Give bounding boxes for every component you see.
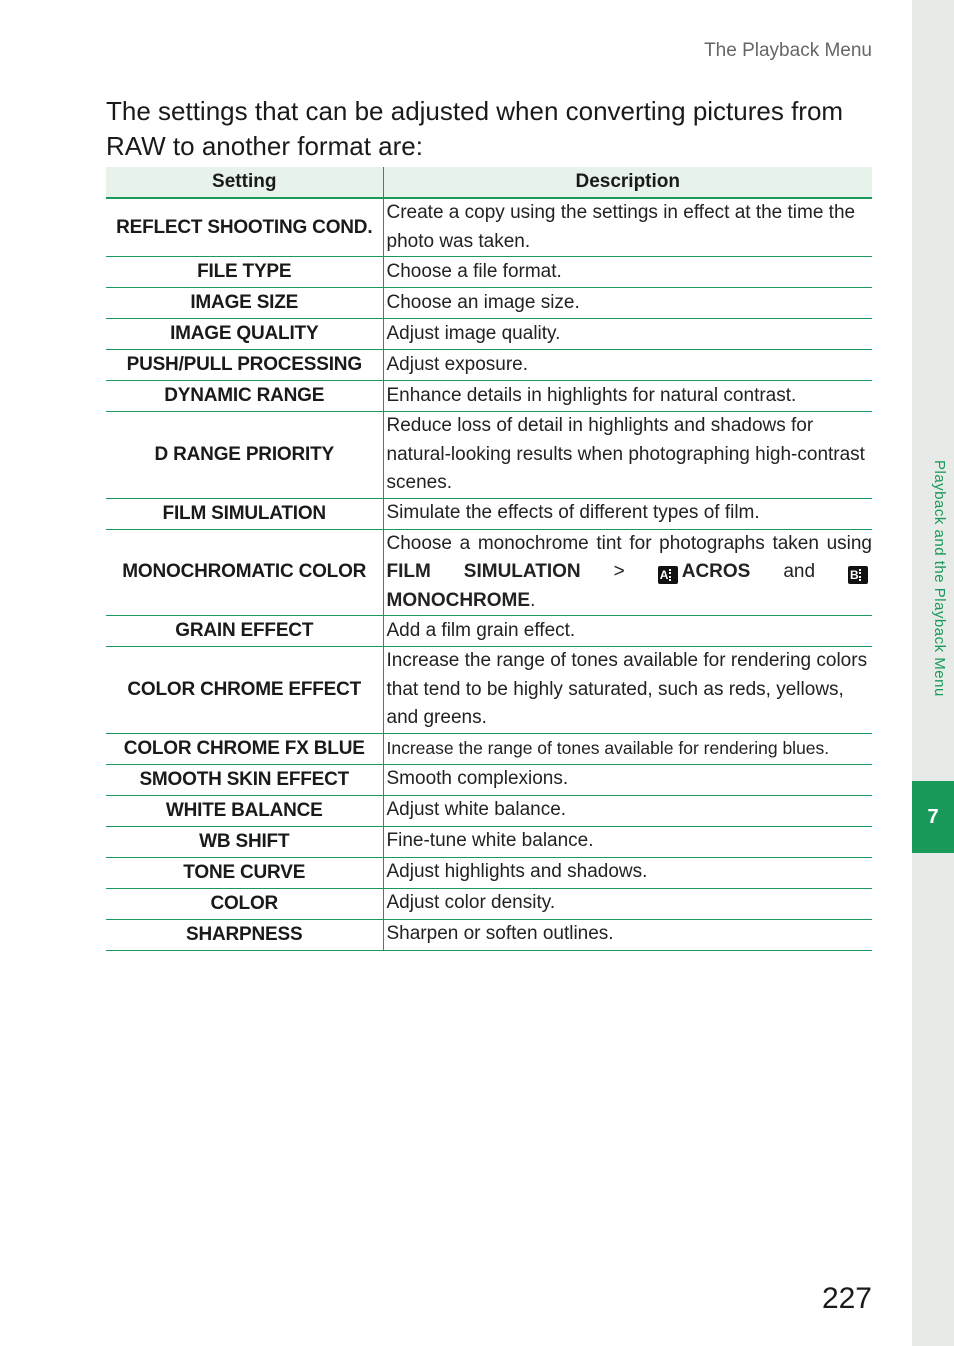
table-row xyxy=(106,764,872,795)
setting-name: FILM SIMULATION xyxy=(106,498,383,529)
setting-name: D RANGE PRIORITY xyxy=(106,412,383,499)
setting-description: Fine-tune white balance. xyxy=(383,826,872,857)
table-row xyxy=(106,498,872,529)
setting-description: Simulate the effects of different types of film. xyxy=(383,498,872,529)
option-acros: ACROS xyxy=(681,561,751,582)
conjunction: and xyxy=(783,561,816,582)
setting-name: FILE TYPE xyxy=(106,257,383,288)
setting-description: Reduce loss of detail in highlights and shadows for natural-looking results when photographing high-contrast scenes. xyxy=(383,412,872,499)
setting-description: Sharpen or soften outlines. xyxy=(383,919,872,950)
setting-description: Adjust image quality. xyxy=(383,319,872,350)
setting-name: WHITE BALANCE xyxy=(106,795,383,826)
setting-description: Adjust exposure. xyxy=(383,350,872,381)
chapter-tab: 7 xyxy=(912,781,954,853)
setting-name: COLOR CHROME FX BLUE xyxy=(106,733,383,764)
setting-name: SMOOTH SKIN EFFECT xyxy=(106,764,383,795)
table-row xyxy=(106,381,872,412)
table-row xyxy=(106,857,872,888)
page-number: 227 xyxy=(821,1282,872,1315)
desc-lead: Choose a monochrome tint for photographs taken using xyxy=(386,532,872,554)
setting-name: COLOR CHROME EFFECT xyxy=(106,647,383,734)
table-row xyxy=(106,412,872,499)
table-row xyxy=(106,647,872,734)
setting-description: Smooth complexions. xyxy=(383,764,872,795)
setting-name: IMAGE QUALITY xyxy=(106,319,383,350)
setting-name: IMAGE SIZE xyxy=(106,288,383,319)
chapter-side-label: Playback and the Playback Menu xyxy=(931,460,948,697)
table-row xyxy=(106,616,872,647)
setting-description: Adjust white balance. xyxy=(383,795,872,826)
setting-name: PUSH/PULL PROCESSING xyxy=(106,350,383,381)
settings-table xyxy=(106,167,872,951)
setting-name: MONOCHROMATIC COLOR xyxy=(106,529,383,616)
setting-description: Adjust highlights and shadows. xyxy=(383,857,872,888)
table-row xyxy=(106,319,872,350)
table-row xyxy=(106,288,872,319)
table-header-row xyxy=(106,167,872,198)
setting-description: Enhance details in highlights for natural contrast. xyxy=(383,381,872,412)
setting-name: DYNAMIC RANGE xyxy=(106,381,383,412)
intro-paragraph: The settings that can be adjusted when converting pictures from RAW to another format are: xyxy=(106,96,844,161)
setting-description: Create a copy using the settings in effect at the time the photo was taken. xyxy=(383,198,872,257)
option-monochrome: MONOCHROME xyxy=(386,589,531,611)
table-row xyxy=(106,795,872,826)
setting-name: COLOR xyxy=(106,888,383,919)
desc-end: . xyxy=(530,589,536,611)
setting-description: Choose a file format. xyxy=(383,257,872,288)
setting-description: Increase the range of tones available for rendering colors that tend to be highly saturated, such as reds, yellows, and greens. xyxy=(383,647,872,734)
setting-description: Choose an image size. xyxy=(383,288,872,319)
table-row xyxy=(106,350,872,381)
table-row xyxy=(106,198,872,257)
setting-name: GRAIN EFFECT xyxy=(106,616,383,647)
film-sim-monochrome-icon: B xyxy=(848,566,868,584)
menu-separator: > xyxy=(613,561,625,582)
film-sim-acros-icon: A xyxy=(658,566,678,584)
running-head: The Playback Menu xyxy=(704,40,872,61)
header-description: Description xyxy=(383,167,872,198)
table-row xyxy=(106,257,872,288)
setting-name: WB SHIFT xyxy=(106,826,383,857)
setting-description: Increase the range of tones available for rendering blues. xyxy=(383,733,872,764)
table-row xyxy=(106,733,872,764)
header-setting: Setting xyxy=(106,167,383,198)
setting-description: Adjust color density. xyxy=(383,888,872,919)
setting-name: REFLECT SHOOTING COND. xyxy=(106,198,383,257)
setting-name: TONE CURVE xyxy=(106,857,383,888)
setting-description: Add a film grain effect. xyxy=(383,616,872,647)
table-row xyxy=(106,826,872,857)
menu-item-film-simulation: FILM SIMULATION xyxy=(386,561,581,582)
table-row xyxy=(106,919,872,950)
setting-name: SHARPNESS xyxy=(106,919,383,950)
table-row xyxy=(106,888,872,919)
table-row xyxy=(106,529,872,616)
setting-description xyxy=(383,529,872,616)
